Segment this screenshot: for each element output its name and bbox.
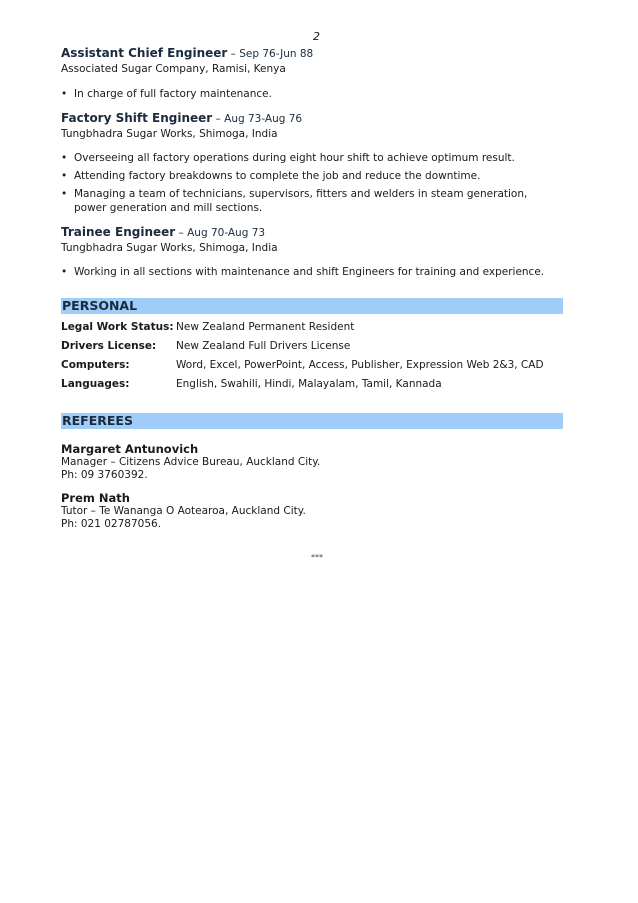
job-title: Assistant Chief Engineer [61,46,228,60]
referee-phone: Ph: 09 3760392. [61,469,148,481]
referees-section-header: REFEREES [61,413,563,429]
job-title: Factory Shift Engineer [61,111,213,125]
field-value: English, Swahili, Hindi, Malayalam, Tamil, Kannada [176,378,442,390]
personal-row [61,339,563,358]
job-dates: – Aug 73-Aug 76 [212,113,303,125]
referee-role: Manager – Citizens Advice Bureau, Auckland City. [61,456,321,468]
field-label: Languages: [61,378,130,390]
field-value: New Zealand Permanent Resident [176,321,355,333]
personal-details [61,320,563,396]
personal-row [61,358,563,377]
list-item: • Working in all sections with maintenance and shift Engineers for training and experience. [61,266,545,278]
job-title: Trainee Engineer [61,225,176,239]
referee-entry [61,491,563,531]
list-item: • Overseeing all factory operations during eight hour shift to achieve optimum result. [61,152,515,164]
job-company: Associated Sugar Company, Ramisi, Kenya [61,63,286,75]
field-value: Word, Excel, PowerPoint, Access, Publisher, Expression Web 2&3, CAD [176,359,544,371]
job-entry [61,225,563,279]
bullet-icon: • [61,88,68,100]
list-item: • Managing a team of technicians, supervisors, fitters and welders in steam generation, power generation and mill sections. [61,188,528,214]
job-entry [61,46,563,101]
referee-name: Margaret Antunovich [61,442,199,456]
job-duties [61,151,563,215]
personal-row [61,320,563,339]
field-label: Computers: [61,359,130,371]
field-label: Drivers License: [61,340,157,352]
job-dates: – Aug 70-Aug 73 [175,227,266,239]
list-item: • In charge of full factory maintenance. [61,88,272,100]
job-duties [61,265,563,279]
end-of-document-mark: *** [311,553,323,562]
referee-phone: Ph: 021 02787056. [61,518,162,530]
field-label: Legal Work Status: [61,321,174,333]
personal-section-header: PERSONAL [61,298,563,314]
bullet-icon: • [61,188,68,200]
referee-role: Tutor – Te Wananga O Aotearoa, Auckland City. [61,505,306,517]
resume-content [61,46,563,531]
bullet-icon: • [61,266,68,278]
referee-name: Prem Nath [61,491,130,505]
job-duties [61,87,563,101]
job-company: Tungbhadra Sugar Works, Shimoga, India [61,242,278,254]
job-dates: – Sep 76-Jun 88 [227,48,314,60]
field-value: New Zealand Full Drivers License [176,340,351,352]
bullet-icon: • [61,152,68,164]
job-entry [61,111,563,215]
page-number: 2 [313,30,320,43]
personal-row [61,377,563,396]
job-company: Tungbhadra Sugar Works, Shimoga, India [61,128,278,140]
referee-entry [61,442,563,482]
list-item: • Attending factory breakdowns to complete the job and reduce the downtime. [61,170,481,182]
bullet-icon: • [61,170,68,182]
